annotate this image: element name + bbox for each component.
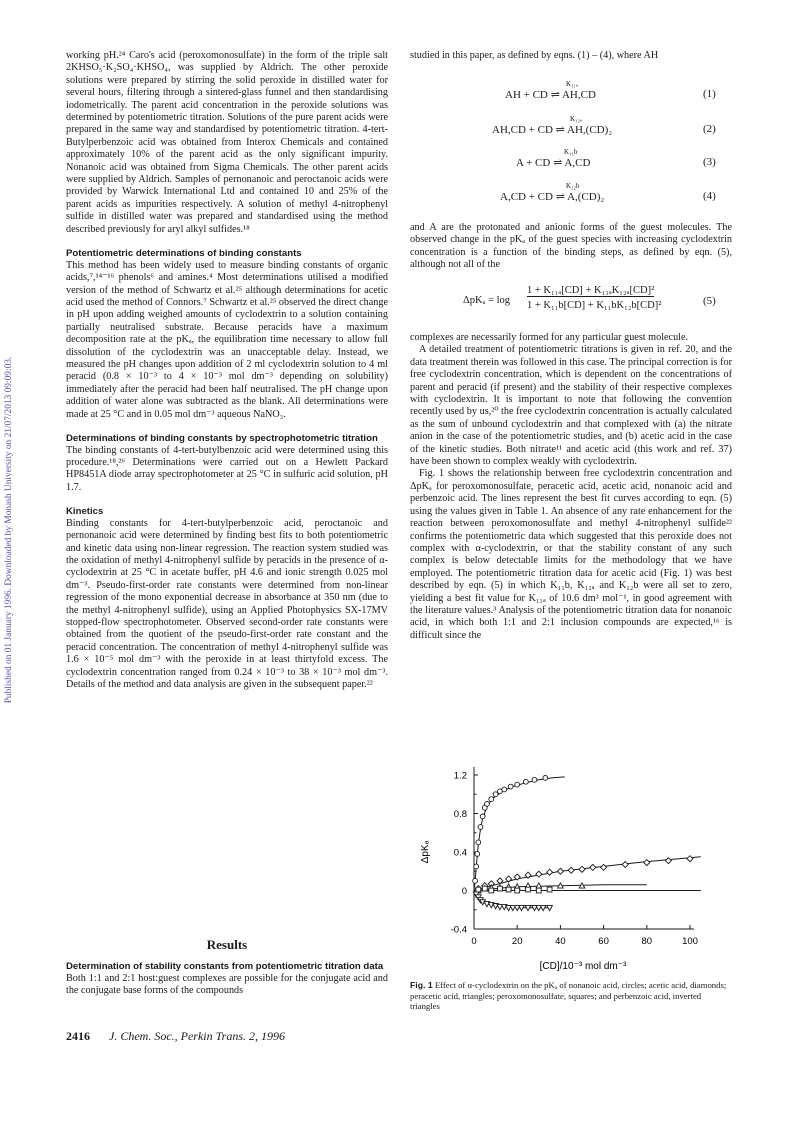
paragraph: and A are the protonated and anionic forms of the guest molecules. The observed change in the pKₐ of the guest species with increasing cyclodextrin concentration is a function of the binding steps, as defined by eqn. (5), although not all of the (410, 222, 732, 271)
data-point-circle (493, 792, 498, 797)
equation-text: AH,CD + CD ⇌ AH,(CD)₂ (492, 124, 613, 136)
data-point-circle (508, 784, 513, 789)
y-tick-label: 1.2 (453, 770, 467, 782)
x-tick-label: 20 (511, 936, 523, 947)
right-column-intro (410, 50, 732, 62)
paragraph: Both 1:1 and 2:1 host:guest complexes are possible for the conjugate acid and the conjugate base forms of the compounds (66, 972, 388, 996)
data-point-circle (474, 864, 479, 869)
journal-citation: J. Chem. Soc., Perkin Trans. 2, 1996 (109, 1029, 285, 1043)
provenance-sidebar (2, 190, 16, 870)
right-column-text-2 (410, 222, 732, 272)
data-point-circle (485, 801, 490, 806)
data-point-diamond (644, 860, 650, 866)
data-point-circle (476, 840, 481, 845)
paragraph: Binding constants for 4-tert-butylperbenzoic acid, peroctanoic and pernonanoic acid were determined by finding best fits to both potentiometric and kinetic data using non-linear regression. The reaction system studied was the oxidation of methyl 4-nitrophenyl sulfide by peracids in the presence of α-cyclodextrin at 25 °C in acetate buffer, pH 4.6 and ionic strength 0.025 mol dm⁻³. Pseudo-first-order rate constants were determined from non-linear regression of the mono exponential decrease in absorbance at 350 nm (due to the methyl 4-nitrophenyl sulfide), using an Applied Photophysics SX-17MV stopped-flow spectrophotometer. Observed second-order rate constants were obtained from the quotient of the pseudo-first-order rate constant and the peracid concentration. The concentration of methyl 4-nitrophenyl sulfide was 1.6 × 10⁻⁵ mol dm⁻³ with the peroxide in at least thirtyfold excess. The cyclodextrin concentration ranged from 0.24 × 10⁻³ to 38 × 10⁻³ mol dm⁻³. Details of the method and data analysis are given in the subsequent paper.²² (66, 517, 388, 691)
equation-number: (5) (703, 295, 716, 307)
data-point-circle (475, 852, 480, 857)
data-point-circle (523, 779, 528, 784)
y-tick-label: 0.8 (453, 809, 467, 820)
page-footer (66, 1029, 285, 1044)
figure-caption (410, 980, 732, 1012)
y-tick-label: 0 (461, 886, 467, 897)
data-point-square (482, 886, 487, 891)
results-heading: Results (206, 937, 248, 952)
page-number: 2416 (66, 1029, 90, 1043)
data-point-diamond (590, 864, 596, 870)
paragraph: Fig. 1 shows the relationship between free cyclodextrin concentration and ΔpKₐ for peroxomonosulfate, peracetic acid, acetic acid, nonanoic acid and perbenzoic acid. The lines represent the best fit curves according to eqn. (5) using the values given in Table 1. An absence of any rate enhancement for the reaction between peroxomonosulfate and methyl 4-nitrophenyl sulfide²² confirms the potentiometric data which suggested that this peroxide does not complex with α-cyclodextrin, or that the stability constant of any such complex is below detectable limits for the methodology that we have employed. The potentiometric titration data for acetic acid (Fig. 1) was best described by eqn. (5) in which K₁₁b, K₁₂ₐ and K₁₂b were all set to zero, yielding a best fit value for K₁₁ₐ of 10.6 dm³ mol⁻¹, in good agreement with the literature values.³ Analysis of the potentiometric titration data for nonanoic acid, in which both 1:1 and 2:1 inclusion compounds are expected,¹⁶ is difficult since the (410, 468, 732, 641)
data-point-circle (502, 787, 507, 792)
y-axis-label: ΔpKₐ (420, 840, 431, 864)
paragraph: The binding constants of 4-tert-butylbenzoic acid were determined using this procedure.¹⁸,²⁶ Determinations were carried out on a Hewlett Packard HP8451A diode array spectrophotometer at 25 °C in sulfuric acid solution, pH 1.7. (66, 444, 388, 493)
data-point-square (515, 888, 520, 893)
equation-denominator: 1 + K₁₁b[CD] + K₁₁bK₁₂b[CD]² (527, 300, 662, 311)
y-tick-label: -0.4 (450, 924, 467, 936)
data-point-triangle (536, 883, 542, 888)
data-point-circle (473, 878, 478, 883)
equation-5 (463, 287, 703, 319)
x-tick-label: 60 (598, 936, 609, 947)
caption-text: Effect of α-cyclodextrin on the pKₐ of nonanoic acid, circles; acetic acid, diamonds; peracetic acid, triangles; peroxomonosulfate, squares; and perbenzoic acid, inverted triangles (410, 980, 727, 1012)
data-point-diamond (665, 858, 671, 864)
data-point-square (476, 887, 481, 892)
equation-constant: K₁₁ₐ (566, 80, 578, 88)
data-point-square (506, 887, 511, 892)
data-point-square (498, 886, 503, 891)
right-column-text-3 (410, 332, 732, 642)
data-point-diamond (687, 856, 693, 862)
x-tick-label: 80 (641, 936, 653, 947)
provenance-text: Published on 01 January 1996. Downloaded by Monash University on 21/07/2013 09:09:03. (4, 356, 14, 704)
equation-constant: K₁₂ₐ (570, 115, 582, 123)
paragraph: This method has been widely used to measure binding constants of organic acids,⁷,¹⁴⁻¹⁶ phenols⁶ and amines.⁴ Most determinations utilised a modified version of the method of Schwartz et al.²⁵ although determinations for acetic acid used the method of Connors.⁷ Schwartz et al.²⁵ observed the direct change in pH upon adding weighed amounts of cyclodextrin to a solution containing partially neutralised substrate. Because peracids have a maximum decomposition rate at the pKₐ, the equilibration time necessary to allow full dissolution of the cyclodextrin was an unacceptable delay. Instead, we measured the pH changes upon addition of 2 ml cyclodextrin solution to 4 ml peracid (0.8 × 10⁻³ to 4 × 10⁻³ mol dm⁻³ depending on solubility) immediately after the peracid had been half neutralised. The pH change upon addition of water alone was subtracted as the blank. All determinations were made at 25 °C and in 0.05 mol dm⁻³ aqueous NaNO₃. (66, 259, 388, 420)
equation-number: (1) (703, 88, 716, 100)
equation-number: (3) (703, 156, 716, 168)
data-point-diamond (557, 868, 563, 874)
x-tick-label: 0 (471, 936, 477, 947)
equation-constant: K₁₂b (566, 182, 580, 190)
x-tick-label: 100 (682, 936, 698, 947)
equation-numerator: 1 + K₁₁ₐ[CD] + K₁₁ₐK₁₂ₐ[CD]² (527, 285, 655, 296)
data-point-diamond (622, 862, 628, 868)
paragraph: complexes are necessarily formed for any particular guest molecule. (410, 332, 689, 343)
equation-3 (410, 148, 670, 176)
data-point-diamond (579, 866, 585, 872)
data-point-diamond (568, 867, 574, 873)
equation-number: (2) (703, 123, 716, 135)
data-point-circle (532, 777, 537, 782)
data-point-square (547, 887, 552, 892)
data-point-circle (478, 825, 483, 830)
chart-tick-labels (451, 771, 698, 948)
data-point-square (489, 888, 494, 893)
equation-1 (410, 80, 670, 108)
data-point-circle (480, 814, 485, 819)
section-heading: Determinations of binding constants by spectrophotometric titration (66, 432, 378, 444)
equation-lhs: ΔpKₐ = log (463, 295, 511, 306)
data-point-circle (543, 775, 548, 780)
paragraph: A detailed treatment of potentiometric titrations is given in ref. 20, and the data treatment therein was followed in this case. The principal correction is for free cyclodextrin concentration, which is dependent on the concentrations of parent and peracid (if present) and the stability of their respective complexes with cyclodextrin. It is important to note that following the convention recently used by us,²⁰ the free cyclodextrin concentration is actually calculated as the sum of unbound cyclodextrin and that complexed with (a) the nitrate anion in the case of the potentiometric studies, and (b) acetic acid in the case of the kinetic studies. Both nitrate¹¹ and acetic acid (this work and ref. 37) have been shown to complex weakly with cyclodextrin. (410, 344, 732, 468)
data-point-diamond (547, 869, 553, 875)
data-point-circle (489, 797, 494, 802)
paragraph: studied in this paper, as defined by eqns. (1) – (4), where AH (410, 50, 659, 61)
figure-1-chart (410, 755, 732, 975)
equation-text: A + CD ⇌ A,CD (516, 157, 591, 169)
equation-text: A,CD + CD ⇌ A,(CD)₂ (500, 191, 605, 203)
left-column-bottom (66, 961, 388, 997)
equation-2 (410, 115, 670, 143)
y-tick-label: 0.4 (453, 847, 467, 859)
data-point-circle (515, 782, 520, 787)
left-column (66, 50, 388, 691)
caption-label: Fig. 1 (410, 980, 433, 990)
paragraph: working pH.²⁴ Caro's acid (peroxomonosulfate) in the form of the triple salt 2KHSO₅·K₂SO₄·KHSO₄, was supplied by Aldrich. The other peroxide solutions were prepared by stirring the solid peroxide in distilled water for several hours, filtering through a sintered-glass funnel and then standardising iodometrically. The parent acid concentration in the peroxide solutions was determined by potentiometric titration. Solutions of the pure parent acids were prepared in the same way and standardised by potentiometric titration. 4-tert-Butylperbenzoic acid was obtained from Interox Chemicals and contained approximately 10% of the parent acid as the only significant impurity. Nonanoic acid was obtained from Sigma Chemicals. The other parent acids were supplied by Aldrich. Samples of pernonanoic and peroctanoic acids were provided by Warwick International Ltd and contained 10 and 25% of the parent acids as impurities respectively. A solution of methyl 4-nitrophenyl sulfide in distilled water was prepared and standardised using the method described previously for aryl alkyl sulfides.¹⁸ (66, 50, 388, 235)
section-heading: Determination of stability constants from potentiometric titration data (66, 961, 384, 972)
section-heading: Kinetics (66, 506, 104, 518)
section-heading: Potentiometric determinations of binding constants (66, 248, 302, 260)
equation-text: AH + CD ⇌ AH,CD (505, 89, 596, 101)
equation-constant: K₁₁b (564, 148, 578, 156)
data-point-square (526, 887, 531, 892)
data-point-diamond (536, 871, 542, 877)
x-axis-label: [CD]/10⁻³ mol dm⁻³ (539, 961, 627, 972)
data-point-diamond (601, 864, 607, 870)
data-point-square (536, 888, 541, 893)
x-tick-label: 40 (555, 936, 566, 947)
equation-number: (4) (703, 190, 716, 202)
equation-4 (410, 182, 670, 210)
